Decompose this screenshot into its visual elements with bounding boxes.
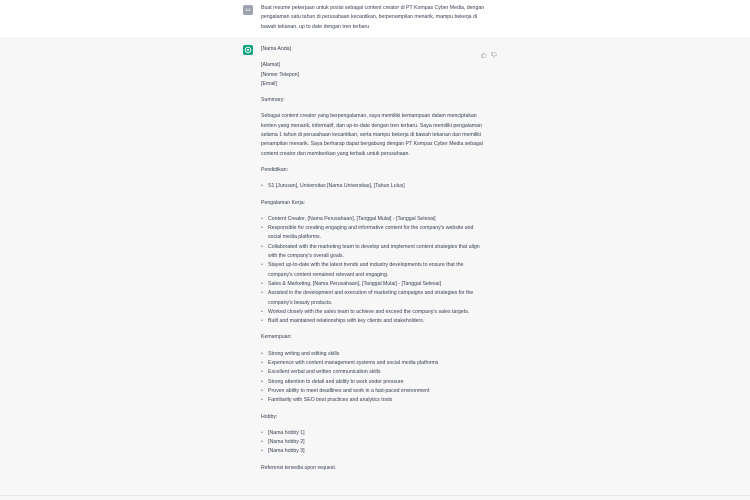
skills-list: [261, 350, 483, 406]
experience-heading: Pengalaman Kerja:: [261, 199, 306, 206]
assistant-logo-icon: [243, 45, 253, 55]
education-heading: Pendidikan:: [261, 166, 289, 173]
contact-email: [Email]: [261, 80, 277, 87]
assistant-response: [261, 45, 483, 480]
list-item: • Excellent verbal and written communication skills: [261, 368, 483, 377]
education-list: [261, 182, 483, 191]
list-item: • Content Creator, [Nama Perusahaan], [Tanggal Mulai] - [Tanggal Selesai]: [261, 215, 483, 224]
list-item: • [Nama hobby 1]: [261, 429, 483, 438]
list-item: • Strong attention to detail and ability to work under pressure: [261, 378, 483, 387]
list-item: • Proven ability to meet deadlines and work in a fast-paced environment: [261, 387, 483, 396]
contact-address: [Alamat]: [261, 62, 281, 69]
summary-text: Sebagai content creator yang berpengalaman, saya memiliki kemampuan dalam menciptakan konten yang menarik, informatif, dan up-to-date dengan tren terbaru. Saya memiliki pengalaman selama 1 tahun di perusahaan kecantikan, serta mampu bekerja di bawah tekanan dan memiliki penampilan menarik. Saya berharap dapat bergabung dengan PT Kompas Cyber Media sebagai content creator dan memberikan yang terbaik untuk perusahaan.: [261, 113, 483, 157]
assistant-message-row: [0, 37, 750, 500]
list-item: • S1 [Jurusan], Universitas [Nama Universitas], [Tahun Lulus]: [261, 182, 483, 191]
list-item: • Familiarity with SEO best practices and analytics tools: [261, 396, 483, 405]
resume-name: [Nama Anda]: [261, 46, 291, 52]
feedback-controls: [481, 45, 497, 51]
hobby-list: [261, 429, 483, 457]
summary-heading: Summary:: [261, 97, 285, 104]
user-avatar: AA: [243, 5, 253, 15]
list-item: • Sales & Marketing, [Nama Perusahaan], [Tanggal Mulai] - [Tanggal Selesai]: [261, 280, 483, 289]
list-item: • Stayed up-to-date with the latest trends and industry developments to ensure that the company's content remained relevant and engaging.: [261, 261, 483, 280]
list-item: • Built and maintained relationships with key clients and stakeholders.: [261, 317, 483, 326]
list-item: • [Nama hobby 3]: [261, 447, 483, 456]
experience-list: [261, 215, 483, 327]
list-item: • Strong writing and editing skills: [261, 350, 483, 359]
list-item: • [Nama hobby 2]: [261, 438, 483, 447]
thumbs-down-icon[interactable]: [491, 45, 497, 51]
contact-phone: [Nomor Telepon]: [261, 71, 299, 78]
list-item: • Assisted in the development and execution of marketing campaigns and strategies for the company's beauty products.: [261, 289, 483, 308]
user-message-row: [0, 0, 750, 38]
hobby-heading: Hobby:: [261, 413, 278, 420]
list-item: • Collaborated with the marketing team to develop and implement content strategies that align with the company's overall goals.: [261, 243, 483, 262]
list-item: • Responsible for creating engaging and informative content for the company's website and social media platforms.: [261, 224, 483, 243]
skills-heading: Kemampuan:: [261, 334, 292, 341]
divider: [0, 495, 750, 496]
closing-text: Referensi tersedia upon request.: [261, 464, 337, 471]
user-message-text: Buat resume pekerjaan untuk posisi sebagai content creator di PT Kompas Cyber Media, dengan pengalaman satu tahun di perusahaan kecantikan, berpenampilan menarik, mampu bekerja di bawah tekanan, up to date dengan tren terbaru: [261, 5, 485, 30]
list-item: • Worked closely with the sales team to achieve and exceed the company's sales targets.: [261, 308, 483, 317]
contact-block: [261, 61, 483, 89]
list-item: • Experience with content management systems and social media platforms: [261, 359, 483, 368]
